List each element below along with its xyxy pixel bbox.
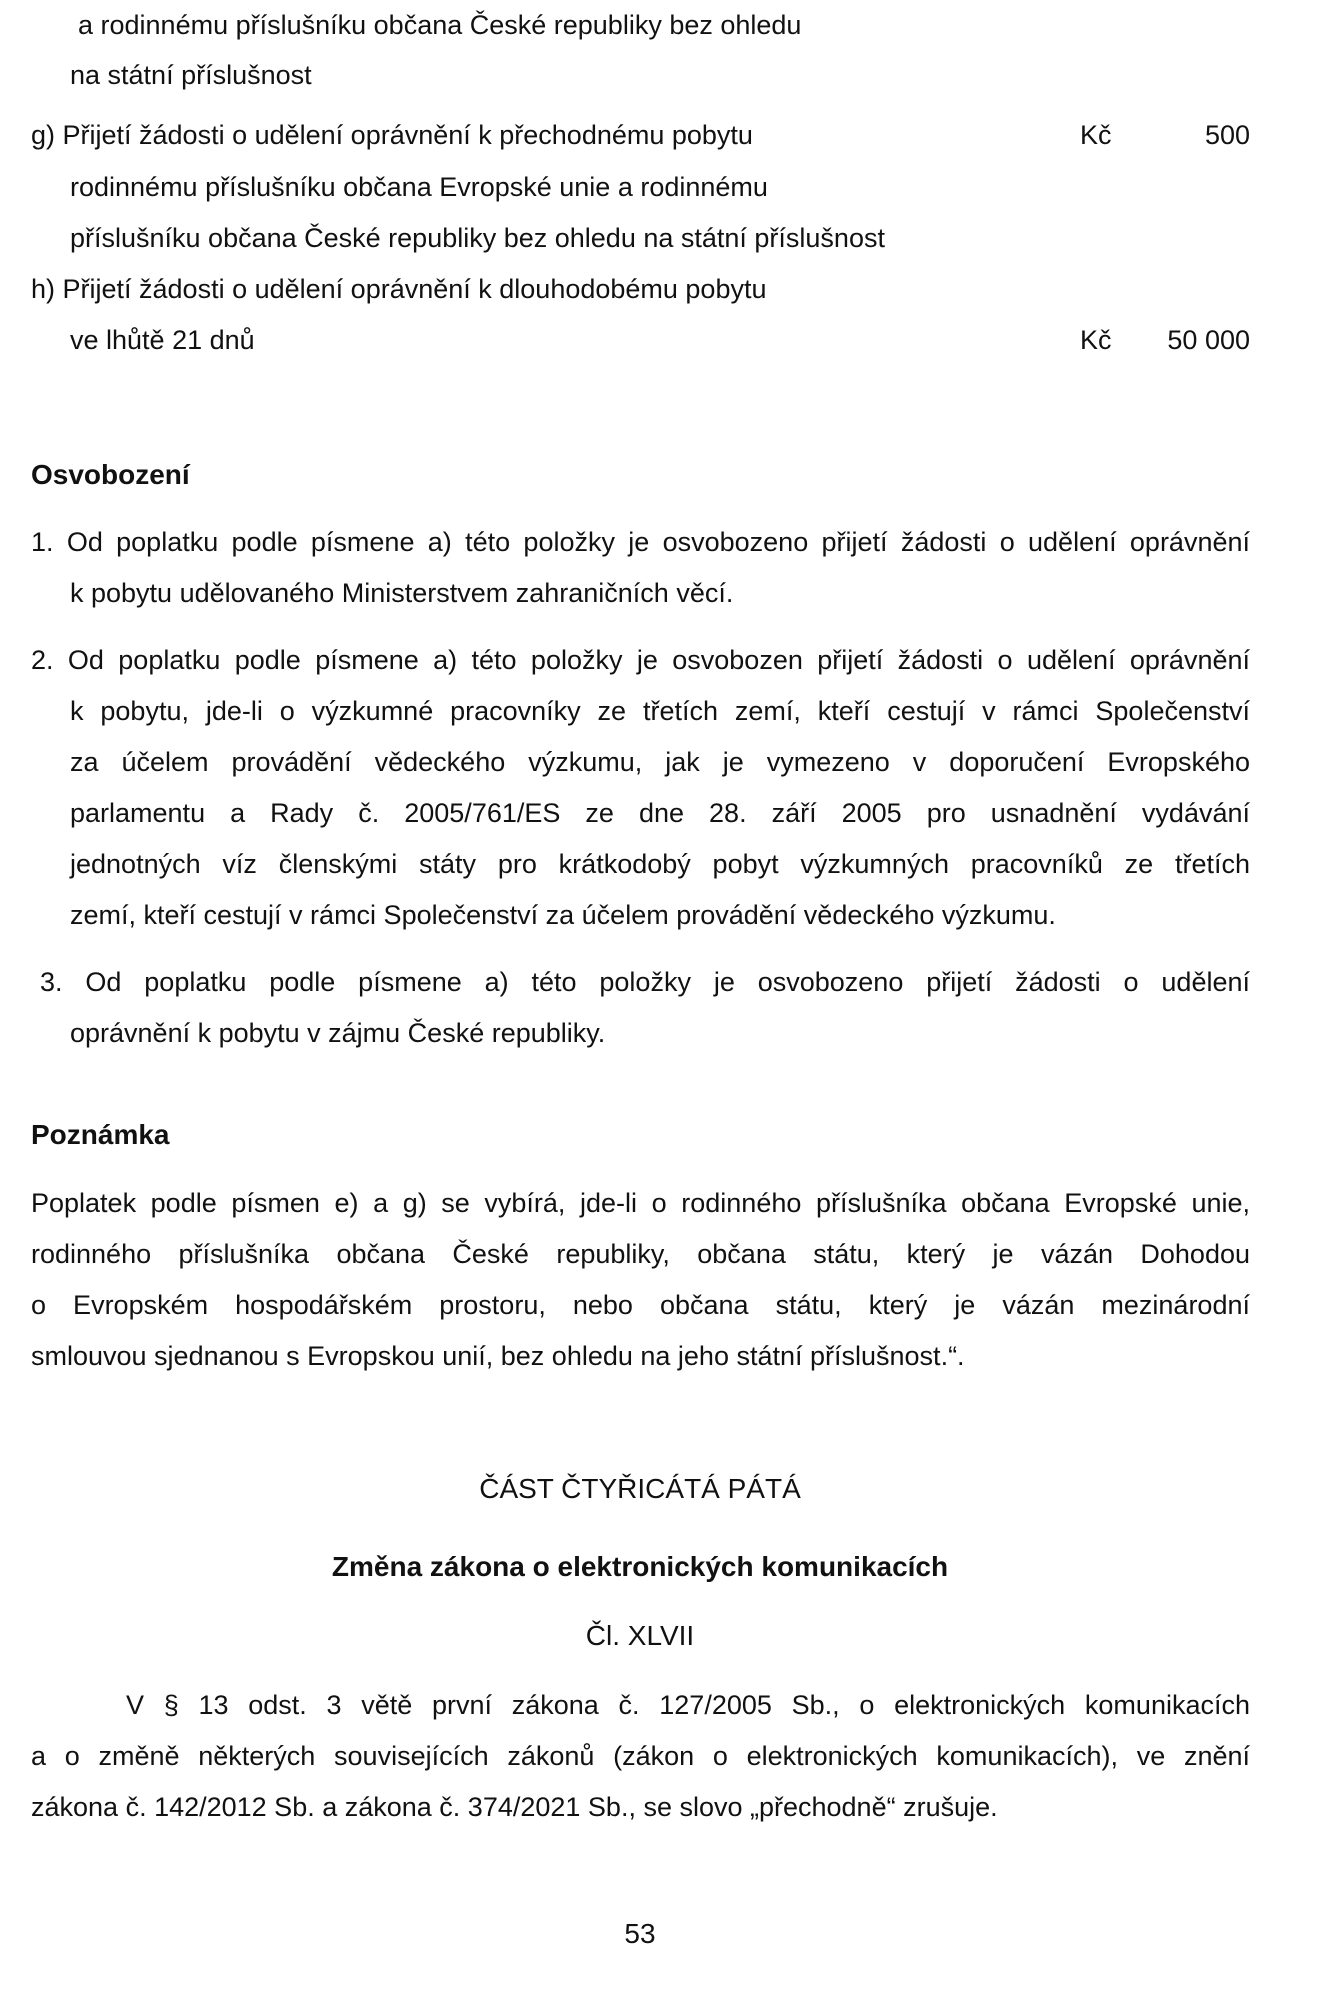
tariff-f-continuation-line-2: na státní příslušnost <box>70 60 312 90</box>
page-number: 53 <box>624 1918 656 1949</box>
note-line-3: o Evropském hospodářském prostoru, nebo občana státu, který je vázán mezinárodní <box>31 1290 1250 1320</box>
tariff-item-h-line-2: ve lhůtě 21 dnů <box>70 325 255 355</box>
article-text-line-2: a o změně některých souvisejících zákonů (zákon o elektronických komunikacích), ve znění <box>31 1741 1250 1771</box>
note-line-1: Poplatek podle písmen e) a g) se vybírá, jde-li o rodinného příslušníka občana Evropské unie, <box>31 1188 1250 1218</box>
exemption-2-line-3: za účelem provádění vědeckého výzkumu, jak je vymezeno v doporučení Evropského <box>70 747 1250 777</box>
article-text-line-3: zákona č. 142/2012 Sb. a zákona č. 374/2021 Sb., se slovo „přechodně“ zrušuje. <box>31 1792 998 1822</box>
exemption-2-line-5: jednotných víz členskými státy pro krátkodobý pobyt výzkumných pracovníků ze třetích <box>70 849 1250 879</box>
article-text-line-1: V § 13 odst. 3 větě první zákona č. 127/2005 Sb., o elektronických komunikacích <box>126 1690 1250 1720</box>
tariff-item-g-line-1: g) Přijetí žádosti o udělení oprávnění k přechodnému pobytu <box>31 120 753 150</box>
part-title: ČÁST ČTYŘICÁTÁ PÁTÁ <box>479 1473 801 1504</box>
tariff-item-g-line-3: příslušníku občana České republiky bez ohledu na státní příslušnost <box>70 223 885 253</box>
note-line-2: rodinného příslušníka občana České republiky, občana státu, který je vázán Dohodou <box>31 1239 1250 1269</box>
exemption-2-line-4: parlamentu a Rady č. 2005/761/ES ze dne 28. září 2005 pro usnadnění vydávání <box>70 798 1250 828</box>
tariff-f-continuation-line-1: a rodinnému příslušníku občana České republiky bez ohledu <box>78 10 802 40</box>
tariff-item-g-currency: Kč <box>1080 120 1112 150</box>
exemption-2-line-1: 2. Od poplatku podle písmene a) této položky je osvobozen přijetí žádosti o udělení oprávnění <box>31 645 1250 675</box>
tariff-item-h-amount: 50 000 <box>1167 325 1250 355</box>
exemption-3-line-2: oprávnění k pobytu v zájmu České republiky. <box>70 1018 606 1048</box>
tariff-item-g-line-2: rodinnému příslušníku občana Evropské unie a rodinnému <box>70 172 768 202</box>
article-number: Čl. XLVII <box>585 1620 695 1651</box>
note-heading: Poznámka <box>31 1119 170 1150</box>
exemption-1-line-2: k pobytu udělovaného Ministerstvem zahraničních věcí. <box>70 578 734 608</box>
exemption-2-line-6: zemí, kteří cestují v rámci Společenství za účelem provádění vědeckého výzkumu. <box>70 900 1056 930</box>
exemption-1-line-1: 1. Od poplatku podle písmene a) této položky je osvobozeno přijetí žádosti o udělení oprávnění <box>31 527 1250 557</box>
exemption-3-line-1: 3. Od poplatku podle písmene a) této položky je osvobozeno přijetí žádosti o udělení <box>40 967 1250 997</box>
tariff-item-h-currency: Kč <box>1080 325 1112 355</box>
tariff-item-h-line-1: h) Přijetí žádosti o udělení oprávnění k dlouhodobému pobytu <box>31 274 767 304</box>
exemption-2-line-2: k pobytu, jde-li o výzkumné pracovníky ze třetích zemí, kteří cestují v rámci Společenství <box>70 696 1250 726</box>
note-line-4: smlouvou sjednanou s Evropskou unií, bez ohledu na jeho státní příslušnost.“. <box>31 1341 965 1371</box>
part-subtitle: Změna zákona o elektronických komunikacích <box>331 1551 949 1582</box>
tariff-item-g-amount: 500 <box>1204 120 1250 150</box>
exemption-heading: Osvobození <box>31 459 190 490</box>
